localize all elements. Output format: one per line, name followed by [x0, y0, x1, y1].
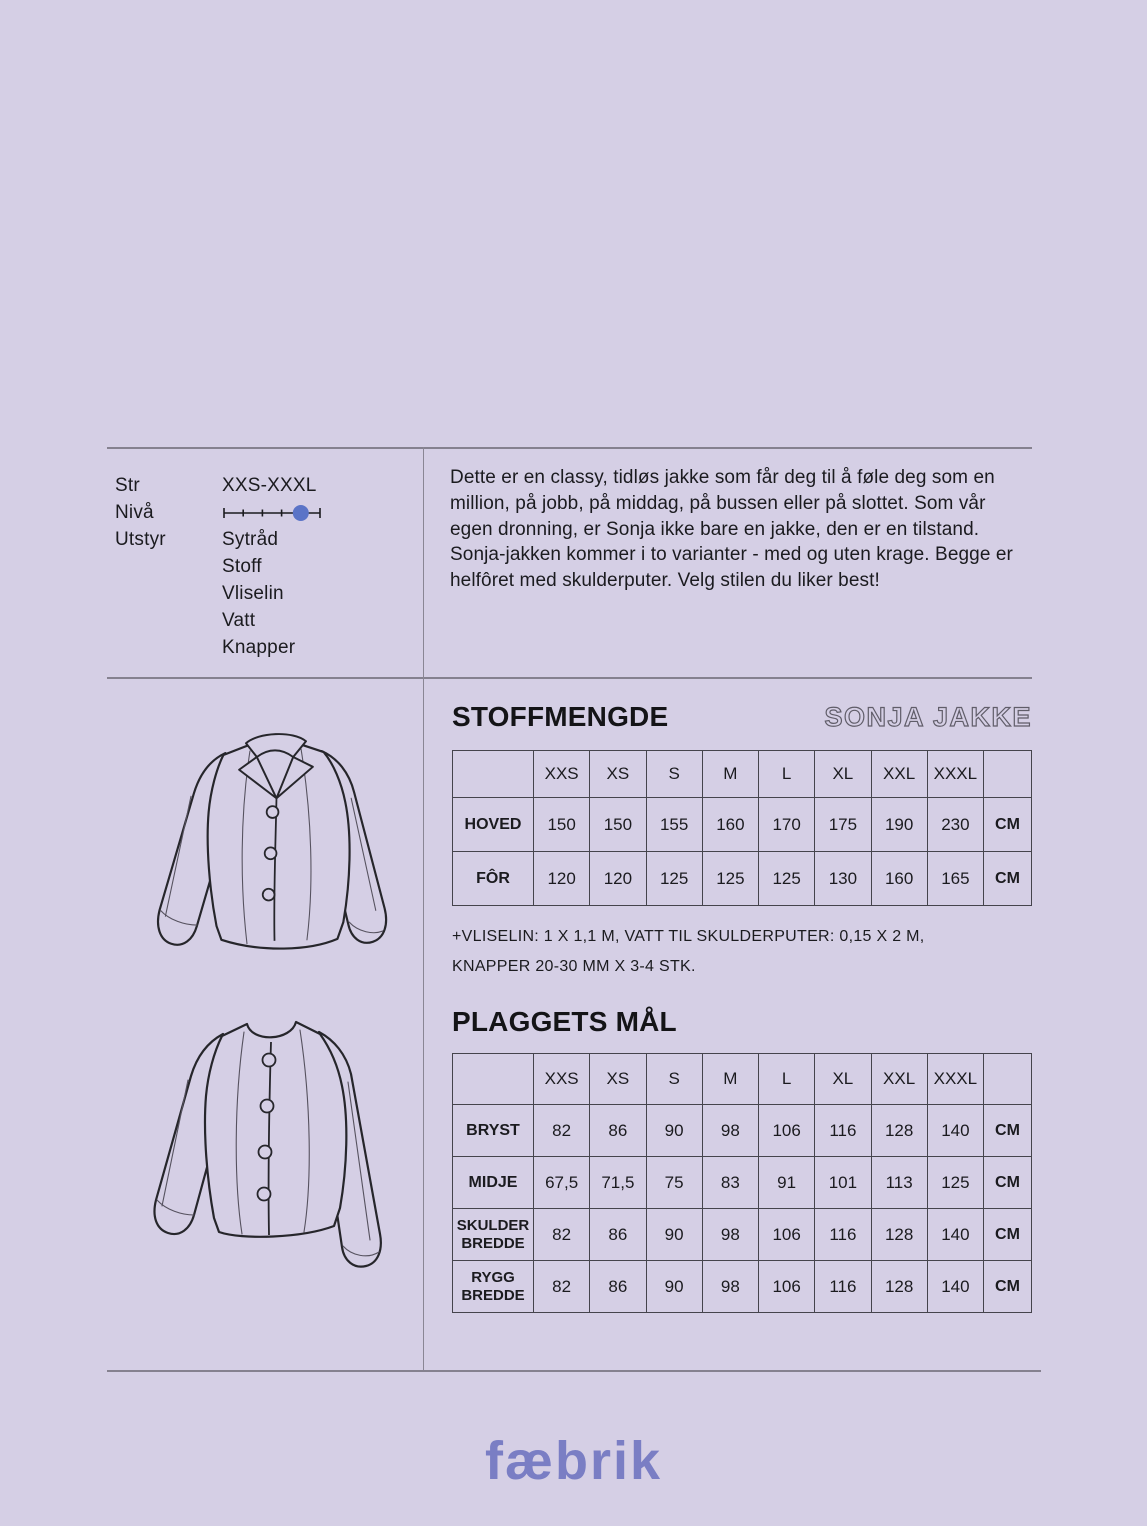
- level-label: Nivå: [115, 502, 154, 523]
- unit-cell: CM: [984, 798, 1032, 852]
- row-label: BRYST: [453, 1105, 534, 1157]
- measurement-value: 160: [871, 852, 927, 906]
- measurement-value: 67,5: [534, 1157, 590, 1209]
- table-row: [453, 798, 1032, 852]
- measurement-value: 91: [759, 1157, 815, 1209]
- table-corner-cell: [453, 1054, 534, 1105]
- measurement-value: 125: [927, 1157, 983, 1209]
- row-label: HOVED: [453, 798, 534, 852]
- size-column-header: XXXL: [927, 751, 983, 798]
- equipment-item: Vatt: [222, 610, 256, 631]
- table-corner-cell: [453, 751, 534, 798]
- measurement-value: 155: [646, 798, 702, 852]
- unit-column-header: [984, 1054, 1032, 1105]
- row-label: RYGG BREDDE: [453, 1261, 534, 1313]
- measurement-value: 98: [702, 1261, 758, 1313]
- measurement-value: 101: [815, 1157, 871, 1209]
- level-indicator-dot: [293, 505, 309, 521]
- size-column-header: XXXL: [927, 1054, 983, 1105]
- size-column-header: L: [759, 751, 815, 798]
- table-row: [453, 1157, 1032, 1209]
- materials-note: [452, 922, 925, 982]
- table-row: [453, 1105, 1032, 1157]
- jacket-with-collar-illustration: [128, 698, 423, 988]
- difficulty-level-slider[interactable]: [222, 504, 322, 522]
- pattern-specs: [115, 472, 322, 661]
- measurement-value: 165: [927, 852, 983, 906]
- equipment-list: [222, 526, 322, 661]
- measurement-value: 125: [646, 852, 702, 906]
- equipment-item: Knapper: [222, 637, 296, 658]
- measurement-value: 120: [590, 852, 646, 906]
- measurement-value: 170: [759, 798, 815, 852]
- measurement-value: 90: [646, 1209, 702, 1261]
- measurement-value: 150: [534, 798, 590, 852]
- size-column-header: XXL: [871, 751, 927, 798]
- measurement-value: 86: [590, 1209, 646, 1261]
- measurement-value: 90: [646, 1261, 702, 1313]
- unit-cell: CM: [984, 1209, 1032, 1261]
- measurement-value: 150: [590, 798, 646, 852]
- measurement-value: 140: [927, 1261, 983, 1313]
- garment-measurements-title: PLAGGETS MÅL: [452, 1006, 677, 1037]
- size-column-header: XL: [815, 1054, 871, 1105]
- measurement-value: 98: [702, 1105, 758, 1157]
- materials-note-line2: KNAPPER 20-30 MM X 3-4 STK.: [452, 958, 696, 975]
- measurement-value: 160: [702, 798, 758, 852]
- unit-cell: CM: [984, 852, 1032, 906]
- measurement-value: 190: [871, 798, 927, 852]
- measurement-value: 98: [702, 1209, 758, 1261]
- size-column-header: XS: [590, 751, 646, 798]
- jacket-collarless-illustration: [122, 982, 422, 1302]
- fabric-amount-table: [452, 750, 1032, 906]
- unit-cell: CM: [984, 1261, 1032, 1313]
- measurement-value: 90: [646, 1105, 702, 1157]
- row-label: FÔR: [453, 852, 534, 906]
- size-column-header: XXS: [534, 1054, 590, 1105]
- size-column-header: M: [702, 1054, 758, 1105]
- measurement-value: 82: [534, 1261, 590, 1313]
- equipment-item: Stoff: [222, 556, 262, 577]
- table-header-row: [453, 1054, 1032, 1105]
- bottom-divider: [107, 1370, 1041, 1372]
- unit-cell: CM: [984, 1105, 1032, 1157]
- table-row: [453, 1209, 1032, 1261]
- materials-note-line1: +VLISELIN: 1 X 1,1 M, VATT TIL SKULDERPUTER: 0,15 X 2 M,: [452, 928, 925, 945]
- measurement-value: 75: [646, 1157, 702, 1209]
- measurement-value: 128: [871, 1105, 927, 1157]
- vertical-divider: [423, 447, 424, 1370]
- measurement-value: 120: [534, 852, 590, 906]
- measurement-value: 128: [871, 1209, 927, 1261]
- equipment-item: Sytråd: [222, 529, 279, 550]
- row-label: SKULDER BREDDE: [453, 1209, 534, 1261]
- measurement-value: 175: [815, 798, 871, 852]
- measurement-value: 116: [815, 1261, 871, 1313]
- measurement-value: 116: [815, 1105, 871, 1157]
- measurement-value: 86: [590, 1105, 646, 1157]
- measurement-value: 83: [702, 1157, 758, 1209]
- measurement-value: 106: [759, 1209, 815, 1261]
- table-row: [453, 852, 1032, 906]
- middle-divider: [107, 677, 1032, 679]
- measurement-value: 106: [759, 1105, 815, 1157]
- size-column-header: S: [646, 1054, 702, 1105]
- top-divider: [107, 447, 1032, 449]
- size-column-header: XXS: [534, 751, 590, 798]
- equipment-label: Utstyr: [115, 529, 166, 550]
- measurement-value: 230: [927, 798, 983, 852]
- measurement-value: 140: [927, 1209, 983, 1261]
- size-column-header: XXL: [871, 1054, 927, 1105]
- size-column-header: XS: [590, 1054, 646, 1105]
- measurement-value: 116: [815, 1209, 871, 1261]
- table-header-row: [453, 751, 1032, 798]
- size-column-header: S: [646, 751, 702, 798]
- size-column-header: M: [702, 751, 758, 798]
- fabric-amount-title: STOFFMENGDE: [452, 701, 669, 732]
- measurement-value: 128: [871, 1261, 927, 1313]
- measurement-value: 130: [815, 852, 871, 906]
- measurement-value: 86: [590, 1261, 646, 1313]
- product-description: Dette er en classy, tidløs jakke som får deg til å føle deg som en million, på jobb, på middag, på bussen eller på slottet. Som vår egen dronning, er Sonja ikke bare en jakke, den er en tilstand. Sonja-jakken kommer i to varianter - med og uten krage. Begge er helfôret med skulderputer. Velg stilen du liker best!: [450, 467, 1013, 592]
- measurement-value: 82: [534, 1105, 590, 1157]
- measurement-value: 125: [702, 852, 758, 906]
- measurement-value: 106: [759, 1261, 815, 1313]
- size-label: Str: [115, 475, 140, 496]
- size-column-header: XL: [815, 751, 871, 798]
- table-row: [453, 1261, 1032, 1313]
- pattern-name-watermark: SONJA JAKKE: [824, 702, 1032, 732]
- measurement-value: 140: [927, 1105, 983, 1157]
- measurement-value: 82: [534, 1209, 590, 1261]
- measurement-value: 125: [759, 852, 815, 906]
- size-range-value: XXS-XXXL: [222, 475, 317, 496]
- unit-cell: CM: [984, 1157, 1032, 1209]
- size-column-header: L: [759, 1054, 815, 1105]
- equipment-item: Vliselin: [222, 583, 284, 604]
- measurement-value: 71,5: [590, 1157, 646, 1209]
- garment-measurements-table: [452, 1053, 1032, 1313]
- faebrik-logo: fæbrik: [484, 1431, 663, 1491]
- unit-column-header: [984, 751, 1032, 798]
- row-label: MIDJE: [453, 1157, 534, 1209]
- measurement-value: 113: [871, 1157, 927, 1209]
